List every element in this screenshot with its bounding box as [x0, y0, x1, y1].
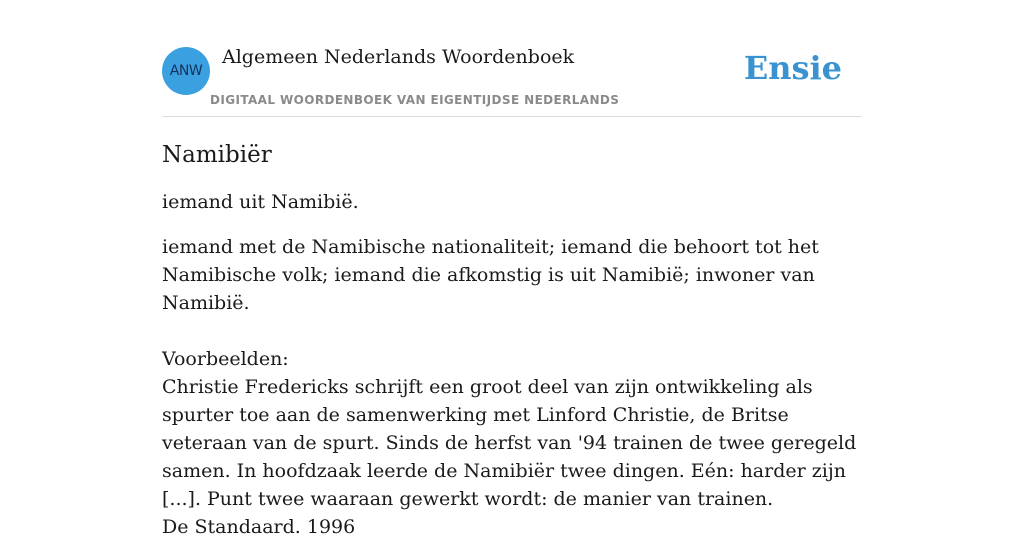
entry-content — [162, 138, 864, 541]
examples-section — [162, 345, 864, 541]
anw-logo[interactable] — [162, 47, 210, 95]
site-header — [162, 0, 862, 117]
logo-text: ANW — [169, 63, 203, 79]
examples-label: Voorbeelden: — [162, 348, 289, 370]
headword: Namibiër — [162, 142, 272, 168]
example-text: Christie Fredericks schrijft een groot deel van zijn ontwikkeling als spurter toe aan de samenwerking met Linford Christie, de Britse veteraan van de spurt. Sinds de herfst van '94 trainen de twee geregeld samen. In hoofdzaak leerde de Namibiër twee dingen. Eén: harder zijn [...]. Punt twee waaraan gewerkt wordt: de manier van trainen. — [162, 376, 857, 510]
short-definition: iemand uit Namibië. — [162, 191, 359, 213]
dictionary-subtitle: DIGITAAL WOORDENBOEK VAN EIGENTIJDSE NEDERLANDS — [210, 93, 620, 107]
example-source: De Standaard. 1996 — [162, 516, 356, 538]
ensie-brand-link[interactable]: Ensie — [743, 49, 842, 87]
long-definition: iemand met de Namibische nationaliteit; iemand die behoort tot het Namibische volk; iemand die afkomstig is uit Namibië; inwoner van Namibië. — [162, 236, 819, 314]
dictionary-title[interactable]: Algemeen Nederlands Woordenboek — [222, 46, 575, 68]
